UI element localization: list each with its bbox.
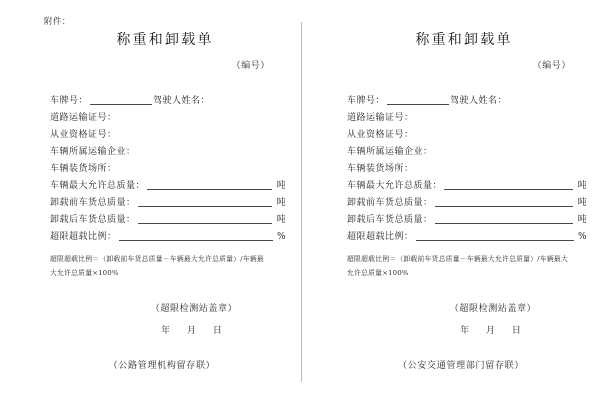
field-label: 超限超载比例： bbox=[50, 231, 117, 242]
field-unit: % bbox=[577, 231, 587, 242]
retention-copy-label: （公安交通管理部门留存联） bbox=[397, 360, 525, 371]
field-unit: 吨 bbox=[276, 197, 286, 208]
field-row-transport-permit bbox=[347, 106, 587, 123]
plate-number-input[interactable] bbox=[90, 94, 152, 105]
form-copy-traffic-police bbox=[301, 0, 600, 404]
field-row-max-allowed-mass bbox=[50, 174, 286, 191]
field-unit: 吨 bbox=[276, 214, 286, 225]
field-unit: 吨 bbox=[276, 180, 286, 191]
overload-ratio-input[interactable] bbox=[416, 230, 574, 241]
field-label: 车辆所属运输企业： bbox=[50, 146, 136, 157]
driver-name-label: 驾驶人姓名： bbox=[153, 95, 211, 106]
field-row-qualification-cert bbox=[50, 123, 286, 140]
serial-number-label: （编号） bbox=[231, 60, 270, 71]
overload-ratio-input[interactable] bbox=[119, 230, 273, 241]
mass-before-unloading-input[interactable] bbox=[435, 196, 574, 207]
field-row-loading-site bbox=[347, 157, 587, 174]
overload-ratio-formula-note: 超限超载比例＝（卸载前车货总质量－车辆最大允许总质量）/车辆最大允许总质量×100% bbox=[50, 254, 264, 277]
max-allowed-mass-input[interactable] bbox=[147, 179, 272, 190]
field-label: 卸载前车货总质量： bbox=[347, 197, 433, 208]
field-label: 车牌号： bbox=[50, 95, 89, 106]
serial-number-label: （编号） bbox=[532, 60, 571, 71]
field-row-mass-after-unloading bbox=[347, 208, 587, 225]
field-unit: 吨 bbox=[577, 197, 587, 208]
form-title: 称重和卸载单 bbox=[415, 32, 513, 48]
field-label: 卸载前车货总质量： bbox=[50, 197, 136, 208]
field-row-mass-after-unloading bbox=[50, 208, 286, 225]
field-label: 道路运输证号： bbox=[347, 112, 414, 123]
plate-number-input[interactable] bbox=[387, 94, 449, 105]
field-row-plate-number bbox=[347, 89, 587, 106]
field-row-qualification-cert bbox=[347, 123, 587, 140]
field-row-plate-number bbox=[50, 89, 286, 106]
mass-after-unloading-input[interactable] bbox=[138, 213, 273, 224]
form-title: 称重和卸载单 bbox=[116, 32, 214, 48]
field-label: 从业资格证号： bbox=[50, 129, 117, 140]
field-label: 超限超载比例： bbox=[347, 231, 414, 242]
field-label: 车辆装货场所： bbox=[347, 163, 414, 174]
field-label: 车辆最大允许总质量： bbox=[347, 180, 443, 191]
field-row-transport-permit bbox=[50, 106, 286, 123]
field-row-mass-before-unloading bbox=[347, 191, 587, 208]
field-label: 车牌号： bbox=[347, 95, 386, 106]
field-row-mass-before-unloading bbox=[50, 191, 286, 208]
inspection-station-stamp-label: （超限检测站盖章） bbox=[150, 303, 238, 314]
field-row-max-allowed-mass bbox=[347, 174, 587, 191]
field-row-loading-site bbox=[50, 157, 286, 174]
field-label: 车辆所属运输企业： bbox=[347, 146, 433, 157]
field-row-transport-company bbox=[347, 140, 587, 157]
date-line: 年 月 日 bbox=[161, 325, 229, 336]
field-row-transport-company bbox=[50, 140, 286, 157]
inspection-station-stamp-label: （超限检测站盖章） bbox=[449, 303, 537, 314]
mass-after-unloading-input[interactable] bbox=[435, 213, 574, 224]
field-label: 车辆最大允许总质量： bbox=[50, 180, 146, 191]
field-label: 卸载后车货总质量： bbox=[50, 214, 136, 225]
field-list bbox=[44, 89, 286, 242]
max-allowed-mass-input[interactable] bbox=[444, 179, 573, 190]
mass-before-unloading-input[interactable] bbox=[138, 196, 273, 207]
field-unit: 吨 bbox=[577, 214, 587, 225]
overload-ratio-formula-note: 超限超载比例＝（卸载前车货总质量－车辆最大允许总质量）/车辆最大允许总质量×100% bbox=[347, 254, 568, 277]
field-unit: % bbox=[276, 231, 286, 242]
retention-copy-label: （公路管理机构留存联） bbox=[108, 360, 216, 371]
field-row-overload-ratio bbox=[50, 225, 286, 242]
driver-name-label: 驾驶人姓名： bbox=[450, 95, 508, 106]
field-label: 卸载后车货总质量： bbox=[347, 214, 433, 225]
field-label: 道路运输证号： bbox=[50, 112, 117, 123]
date-line: 年 月 日 bbox=[460, 325, 528, 336]
field-label: 车辆装货场所： bbox=[50, 163, 117, 174]
attachment-marker: 附件： bbox=[44, 17, 71, 27]
field-unit: 吨 bbox=[577, 180, 587, 191]
field-row-overload-ratio bbox=[347, 225, 587, 242]
field-label: 从业资格证号： bbox=[347, 129, 414, 140]
field-list bbox=[341, 89, 587, 242]
